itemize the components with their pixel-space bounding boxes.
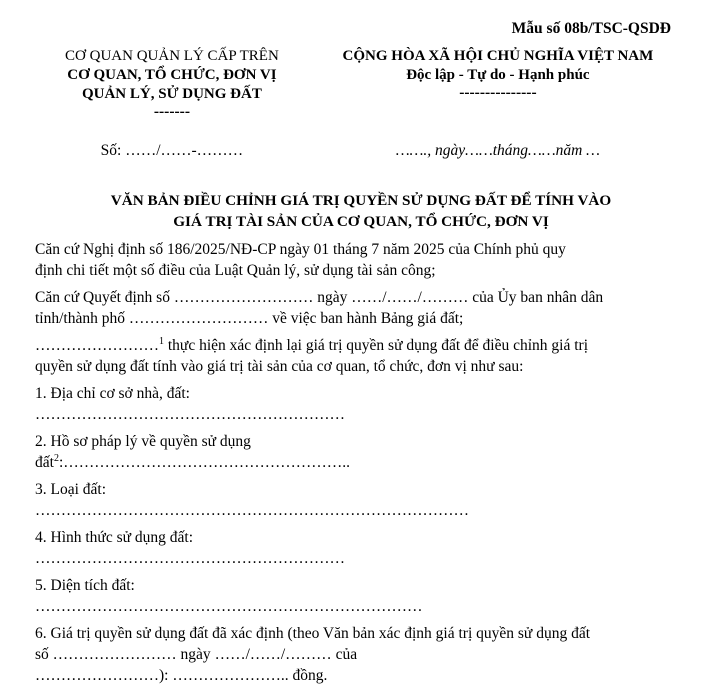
section-6-date-blank-field[interactable]: ……/……/………: [214, 646, 332, 663]
preamble-decree: [35, 239, 687, 281]
number-date-row: [35, 141, 687, 160]
footnote-marker-2: 2: [53, 452, 59, 464]
national-title-line: CỘNG HÒA XÃ HỘI CHỦ NGHĨA VIỆT NAM: [342, 48, 654, 64]
section-1-label: 1. Địa chỉ cơ sở nhà, đất:: [35, 385, 190, 402]
section-6-text-prefix: số: [35, 646, 53, 663]
province-text-suffix: về việc ban hành Bảng giá đất;: [268, 310, 464, 327]
section-6-text-suffix: của: [331, 646, 358, 663]
section-6: [35, 623, 687, 686]
right-header-divider: ---------------: [459, 84, 537, 101]
section-3: [35, 479, 687, 521]
section-5: [35, 575, 687, 617]
section-6-number-blank-field[interactable]: ……………………: [52, 646, 177, 663]
section-1-blank-field[interactable]: ……………………………………………………: [35, 406, 345, 423]
document-body: [35, 239, 687, 686]
decision-text-prefix: Căn cứ Quyết định số: [35, 289, 174, 306]
document-title-line-2: GIÁ TRỊ TÀI SẢN CỦA CƠ QUAN, TỔ CHỨC, ĐƠN VỊ: [173, 213, 549, 230]
section-2-line-2: [35, 452, 687, 473]
org-name-blank-field[interactable]: ……………………: [35, 337, 159, 354]
declaration-paragraph: [35, 335, 687, 377]
form-number: Mẫu số 08b/TSC-QSDĐ: [511, 20, 671, 37]
section-2-blank-field[interactable]: :………………………………………………..: [58, 454, 350, 471]
agency-name-line-1: CƠ QUAN, TỔ CHỨC, ĐƠN VỊ: [67, 67, 277, 83]
preamble-decision-line-1: [35, 287, 687, 308]
section-6-clipped-line: ……………………): ………………….. đồng.: [35, 667, 328, 684]
document-title: [35, 190, 687, 232]
section-2-label-cont: đất: [35, 454, 54, 471]
motto-line: Độc lập - Tự do - Hạnh phúc: [406, 67, 590, 83]
declaration-text: thực hiện xác định lại giá trị quyền sử dụng đất để điều chỉnh giá trị: [164, 337, 589, 354]
section-5-blank-field[interactable]: …………………………………………………………………: [35, 598, 423, 615]
section-3-label: 3. Loại đất:: [35, 481, 107, 498]
province-blank-field[interactable]: ………………………: [128, 310, 269, 327]
decision-text-suffix: của Ủy ban nhân dân: [468, 289, 604, 306]
section-4: [35, 527, 687, 569]
section-5-label: 5. Diện tích đất:: [35, 577, 135, 594]
decision-date-blank-field[interactable]: ……/……/………: [351, 289, 469, 306]
document-header: [35, 47, 687, 120]
declaration-line-1: [35, 335, 687, 356]
section-6-text-mid: ngày: [176, 646, 215, 663]
section-3-blank-field[interactable]: …………………………………………………………………………: [35, 502, 469, 519]
section-2-label: 2. Hồ sơ pháp lý về quyền sử dụng: [35, 433, 251, 450]
agency-name-line-2: QUẢN LÝ, SỬ DỤNG ĐẤT: [81, 86, 262, 102]
section-4-label: 4. Hình thức sử dụng đất:: [35, 529, 194, 546]
province-text-prefix: tỉnh/thành phố: [35, 310, 129, 327]
decision-number-blank-field[interactable]: ………………………: [173, 289, 314, 306]
footnote-marker-1: 1: [159, 335, 164, 347]
left-header-divider: -------: [153, 103, 190, 120]
preamble-decree-line-2: định chi tiết một số điều của Luật Quản lý, sử dụng tài sản công;: [35, 262, 436, 279]
section-2: [35, 431, 687, 473]
preamble-decree-line-1: Căn cứ Nghị định số 186/2025/NĐ-CP ngày 01 tháng 7 năm 2025 của Chính phủ quy: [35, 241, 566, 258]
section-4-blank-field[interactable]: ……………………………………………………: [35, 550, 345, 567]
national-motto-block: [309, 47, 687, 120]
preamble-decision-line-2: [35, 308, 687, 329]
decision-text-mid: ngày: [313, 289, 352, 306]
document-title-line-1: VĂN BẢN ĐIỀU CHỈNH GIÁ TRỊ QUYỀN SỬ DỤNG ĐẤT ĐỂ TÍNH VÀO: [110, 192, 612, 209]
superior-agency-line: CƠ QUAN QUẢN LÝ CẤP TRÊN: [65, 48, 279, 64]
section-6-label: 6. Giá trị quyền sử dụng đất đã xác định (theo Văn bản xác định giá trị quyền sử dụng đất: [35, 625, 591, 642]
doc-number-field[interactable]: Số: ……/……-………: [100, 142, 244, 159]
section-6-line-2: [35, 644, 687, 665]
declaration-line-2: quyền sử dụng đất tính vào giá trị tài sản của cơ quan, tổ chức, đơn vị như sau:: [35, 358, 524, 375]
preamble-decision: [35, 287, 687, 329]
place-date-field[interactable]: ……., ngày……tháng……năm …: [395, 142, 600, 159]
issuing-agency-block: [35, 47, 309, 120]
section-1: [35, 383, 687, 425]
